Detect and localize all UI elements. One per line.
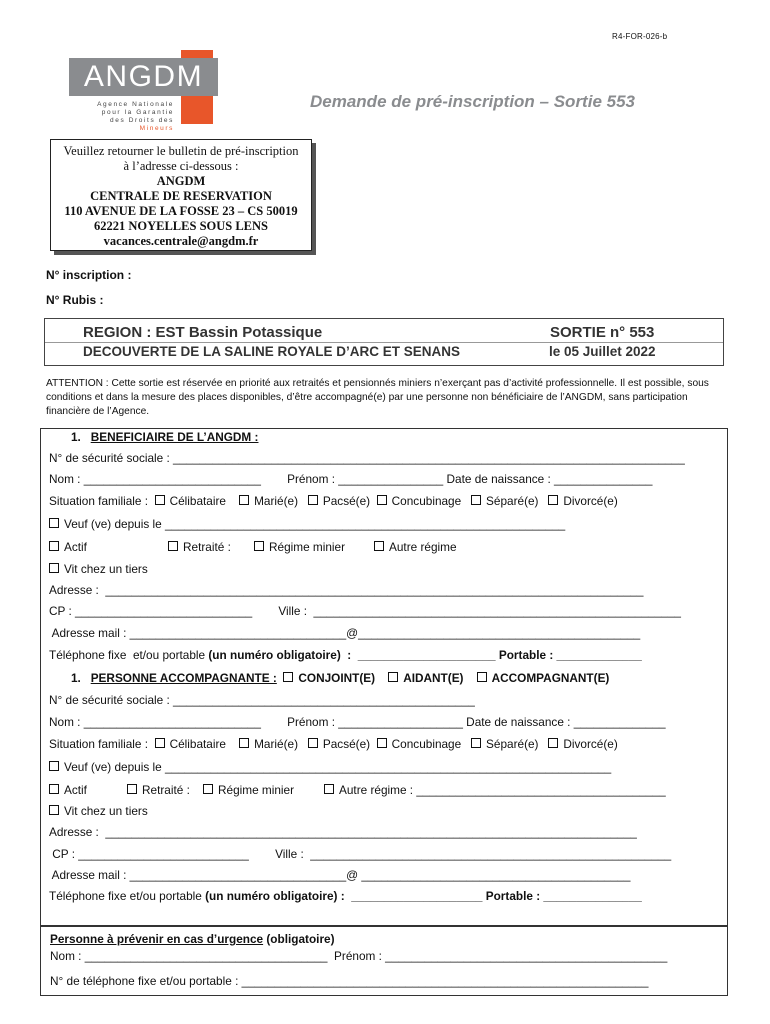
rubis-number-label: N° Rubis : <box>46 293 104 307</box>
s2-phone-field[interactable]: Téléphone fixe et/ou portable (un numéro obligatoire) : ____________________ Portable : _______________ <box>49 889 642 903</box>
s1-email-field[interactable]: Adresse mail : _________________________________@___________________________________________ <box>49 626 641 640</box>
s2-active-checkbox[interactable] <box>49 784 59 794</box>
s2-name-field[interactable]: Nom : ___________________________ Prénom : ___________________ Date de naissance : ______________ <box>49 715 666 729</box>
s1-mining-regime-checkbox[interactable] <box>254 541 264 551</box>
s1-address-field[interactable]: Adresse : __________________________________________________________________________________ <box>49 583 644 597</box>
s1-pacs-checkbox[interactable] <box>308 495 318 505</box>
s1-married-checkbox[interactable] <box>239 495 249 505</box>
s2-pacs-checkbox[interactable] <box>308 738 318 748</box>
s1-cp-city-field[interactable]: CP : ___________________________ Ville : ________________________________________________________ <box>49 604 681 618</box>
email-address: vacances.centrale@angdm.fr <box>103 234 259 248</box>
return-address-box: Veuillez retourner le bulletin de pré-inscription à l’adresse ci-dessous : ANGDM CENTRALE DE RESERVATION 110 AVENUE DE LA FOSSE 23 – CS 50019 62221 NOYELLES SOUS LENS vacances.centrale@angdm.fr <box>50 139 312 251</box>
s1-third-party-checkbox[interactable] <box>49 563 59 573</box>
s2-cp-city-field[interactable]: CP : __________________________ Ville : _______________________________________________________ <box>49 847 672 861</box>
s2-retired-checkbox[interactable] <box>127 784 137 794</box>
s2-separated-checkbox[interactable] <box>471 738 481 748</box>
emergency-phone-field[interactable]: N° de téléphone fixe et/ou portable : ______________________________________________________________ <box>50 974 649 988</box>
form-reference: R4-FOR-026-b <box>612 32 668 41</box>
outing-number: SORTIE n° 553 <box>550 324 655 341</box>
inscription-number-label: N° inscription : <box>46 268 132 282</box>
s2-email-field[interactable]: Adresse mail : _________________________________@ _________________________________________ <box>49 868 631 882</box>
s1-other-regime-checkbox[interactable] <box>374 541 384 551</box>
s1-separated-checkbox[interactable] <box>471 495 481 505</box>
outing-name: DECOUVERTE DE LA SALINE ROYALE D’ARC ET SENANS <box>83 344 461 359</box>
logo-subtitle: Agence Nationale pour la Garantie des Droits des Mineurs <box>97 101 174 132</box>
s1-retired-checkbox[interactable] <box>168 541 178 551</box>
s1-celib-checkbox[interactable] <box>155 495 165 505</box>
s2-widow-field[interactable]: Veuf (ve) depuis le ____________________________________________________________________ <box>49 760 611 774</box>
s1-active-checkbox[interactable] <box>49 541 59 551</box>
s2-third-party-checkbox[interactable] <box>49 805 59 815</box>
s2-spouse-checkbox[interactable] <box>283 672 293 682</box>
s2-celib-checkbox[interactable] <box>155 738 165 748</box>
s1-name-field[interactable]: Nom : ___________________________ Prénom : ________________ Date de naissance : _______________ <box>49 472 653 486</box>
s1-secu-field[interactable]: N° de sécurité sociale : ______________________________________________________________________________ <box>49 451 685 465</box>
outing-date: le 05 Juillet 2022 <box>549 344 656 359</box>
s1-activity-row: Actif <box>49 540 87 554</box>
s1-concub-checkbox[interactable] <box>377 495 387 505</box>
emergency-name-field[interactable]: Nom : _____________________________________ Prénom : ___________________________________________ <box>50 949 668 963</box>
section-2-heading: 1. PERSONNE ACCOMPAGNANTE : CONJOINT(E) AIDANT(E) ACCOMPAGNANT(E) <box>71 671 610 685</box>
region-label: REGION : EST Bassin Potassique <box>83 324 323 341</box>
s2-caregiver-checkbox[interactable] <box>388 672 398 682</box>
s2-address-field[interactable]: Adresse : _________________________________________________________________________________ <box>49 825 637 839</box>
s1-widow-checkbox[interactable] <box>49 518 59 528</box>
attention-notice: ATTENTION : Cette sortie est réservée en priorité aux retraités et pensionnés miniers n’exerçant pas d’activité professionnelle. Il est possible, sous conditions et dans la mesure des places disponibles, d’être accompagné(e) par une personne non bénéficiaire de l’ANGDM, sans participation financière de l’Agence. <box>46 378 709 417</box>
document-title: Demande de pré-inscription – Sortie 553 <box>310 92 635 111</box>
emergency-heading: Personne à prévenir en cas d’urgence (obligatoire) <box>50 932 335 946</box>
s2-concub-checkbox[interactable] <box>377 738 387 748</box>
s1-divorced-checkbox[interactable] <box>548 495 558 505</box>
s2-widow-checkbox[interactable] <box>49 761 59 771</box>
s2-married-checkbox[interactable] <box>239 738 249 748</box>
s1-widow-field[interactable]: Veuf (ve) depuis le _____________________________________________________________ <box>49 517 565 531</box>
s1-family-status: Situation familiale : Célibataire Marié(e) Pacsé(e) Concubinage Séparé(e) Divorcé(e) <box>49 494 618 508</box>
s2-companion-checkbox[interactable] <box>477 672 487 682</box>
s2-divorced-checkbox[interactable] <box>548 738 558 748</box>
s2-mining-regime-checkbox[interactable] <box>203 784 213 794</box>
s2-secu-field[interactable]: N° de sécurité sociale : ______________________________________________ <box>49 693 475 707</box>
s2-family-status: Situation familiale : Célibataire Marié(e) Pacsé(e) Concubinage Séparé(e) Divorcé(e) <box>49 737 618 751</box>
s1-phone-field[interactable]: Téléphone fixe et/ou portable (un numéro obligatoire) : _____________________ Portable : _____________ <box>49 648 642 662</box>
logo-wordmark: ANGDM <box>83 60 204 93</box>
section-1-heading: 1. BENEFICIAIRE DE L’ANGDM : <box>71 430 259 444</box>
s2-other-regime-checkbox[interactable] <box>324 784 334 794</box>
